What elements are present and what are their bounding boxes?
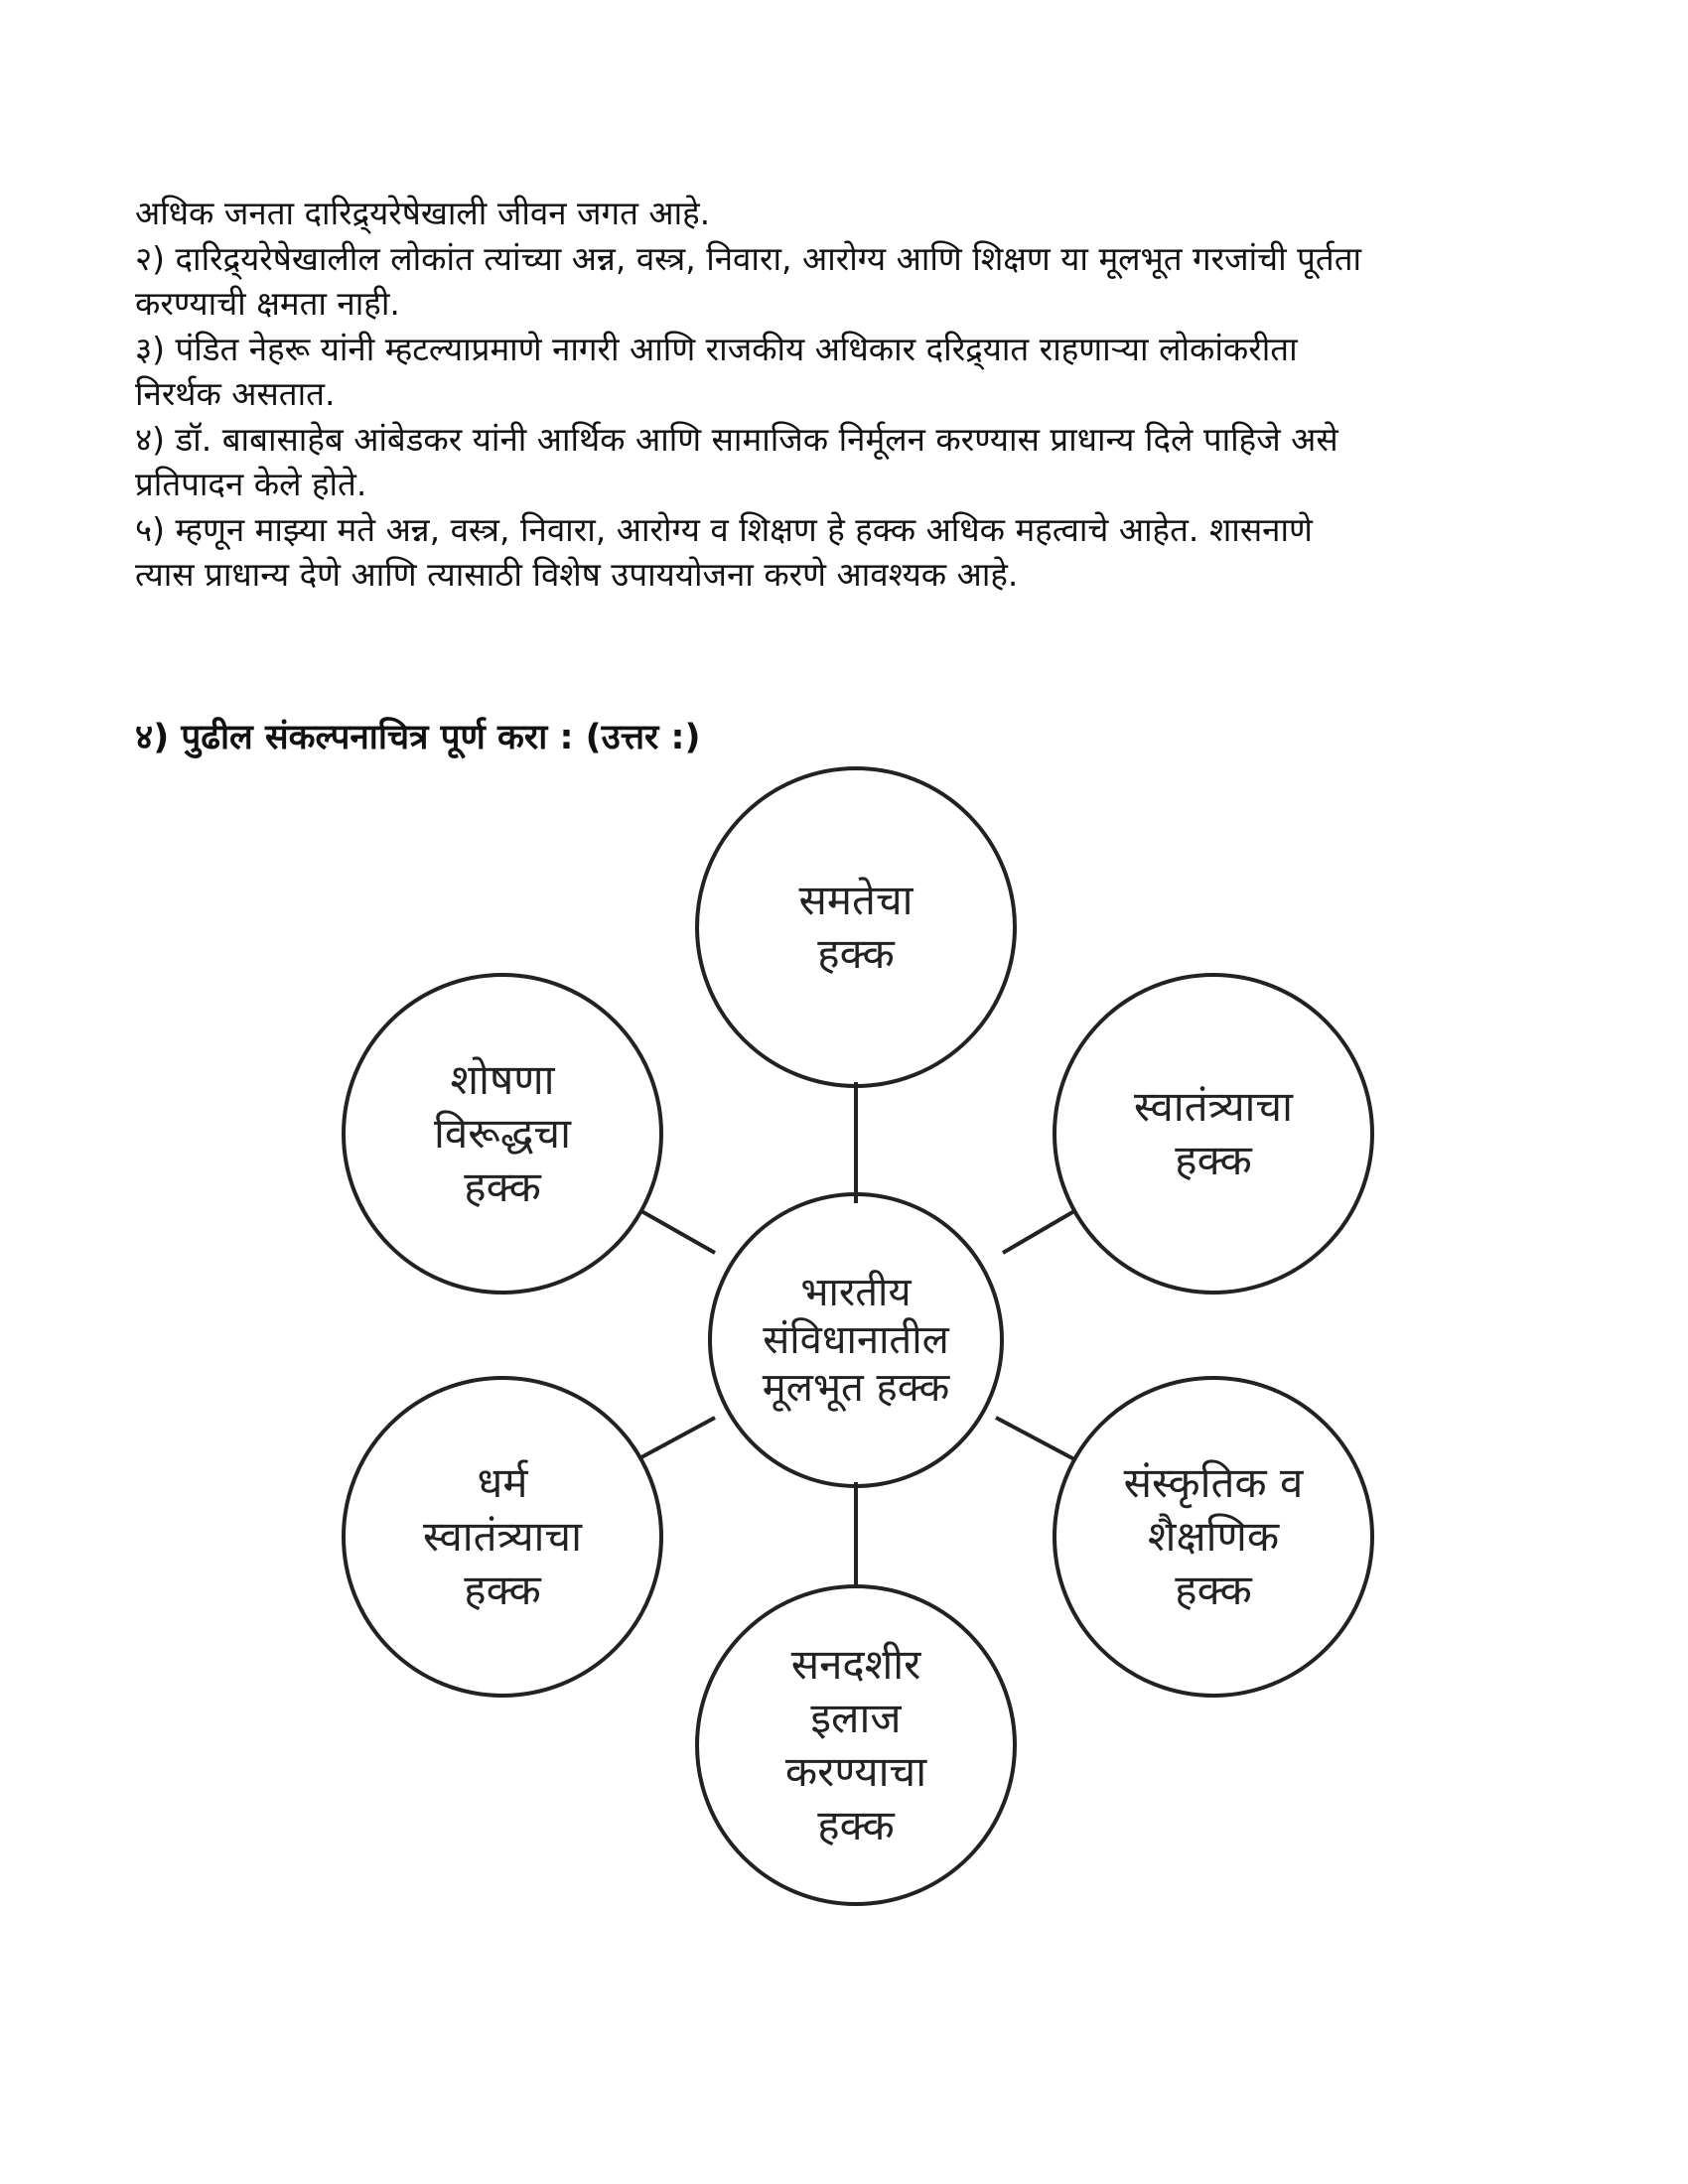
node-line: हक्क [464,1162,541,1211]
center-line: भारतीय [800,1270,912,1315]
paragraph-line: २) दारिद्र्यरेषेखालील लोकांत त्यांच्या अन्न, वस्त्र, निवारा, आरोग्य आणि शिक्षण या मूलभूत गरजांची पूर्तता [135,238,1362,278]
center-line: मूलभूत हक्क [762,1365,950,1411]
center-node-label [717,1269,995,1412]
connector-upper-left [641,1211,715,1253]
paragraph-line: ३) पंडित नेहरू यांनी म्हटल्याप्रमाणे नागरी आणि राजकीय अधिकार दरिद्र्यात राहणाऱ्या लोकांकरीता [135,329,1298,368]
node-line: धर्म [477,1458,528,1507]
node-line: हक्क [1175,1136,1252,1184]
center-line: संविधानातील [763,1317,949,1363]
node-line: शैक्षणिक [1147,1512,1280,1561]
node-line: शोषणा [450,1055,555,1104]
node-line: हक्क [1175,1566,1252,1614]
node-line: करण्याचा [784,1747,927,1796]
node-label-lower-right [1074,1456,1352,1617]
node-line: संस्कृतिक व [1123,1458,1304,1507]
paragraph-line: अधिक जनता दारिद्र्यरेषेखाली जीवन जगत आहे. [135,194,711,232]
node-line: विरूद्धचा [434,1109,571,1158]
node-line: हक्क [464,1566,541,1614]
node-line: स्वातंत्र्याचा [423,1512,582,1561]
node-label-upper-left [363,1053,641,1214]
node-label-upper-right [1074,1080,1352,1187]
node-label-lower-left [363,1456,641,1617]
connector-upper-right [1003,1211,1074,1253]
node-line: समतेचा [798,876,914,924]
paragraph-line: निरर्थक असतात. [135,374,336,413]
node-line: हक्क [817,1801,895,1849]
paragraph-line: करण्याची क्षमता नाही. [135,284,400,323]
node-line: हक्क [817,929,895,978]
connector-lower-right [996,1418,1074,1459]
node-line: इलाज [810,1694,902,1742]
node-label-bottom [717,1638,995,1852]
node-line: सनदशीर [790,1640,921,1689]
node-label-top [717,874,995,981]
question-heading: ४) पुढील संकल्पनाचित्र पूर्ण करा : (उत्तर :) [135,718,701,757]
paragraph-line: त्यास प्राधान्य देणे आणि त्यासाठी विशेष उपाययोजना करणे आवश्यक आहे. [135,555,1019,594]
paragraph-line: ५) म्हणून माझ्या मते अन्न, वस्त्र, निवारा, आरोग्य व शिक्षण हे हक्क अधिक महत्वाचे आहेत. शासनाणे [135,509,1313,549]
paragraph-line: ४) डॉ. बाबासाहेब आंबेडकर यांनी आर्थिक आणि सामाजिक निर्मूलन करण्यास प्राधान्य दिले पाहिजे असे [135,419,1338,459]
paragraph-line: प्रतिपादन केले होते. [135,465,367,503]
connector-lower-left [641,1418,715,1457]
node-line: स्वातंत्र्याचा [1134,1082,1293,1131]
